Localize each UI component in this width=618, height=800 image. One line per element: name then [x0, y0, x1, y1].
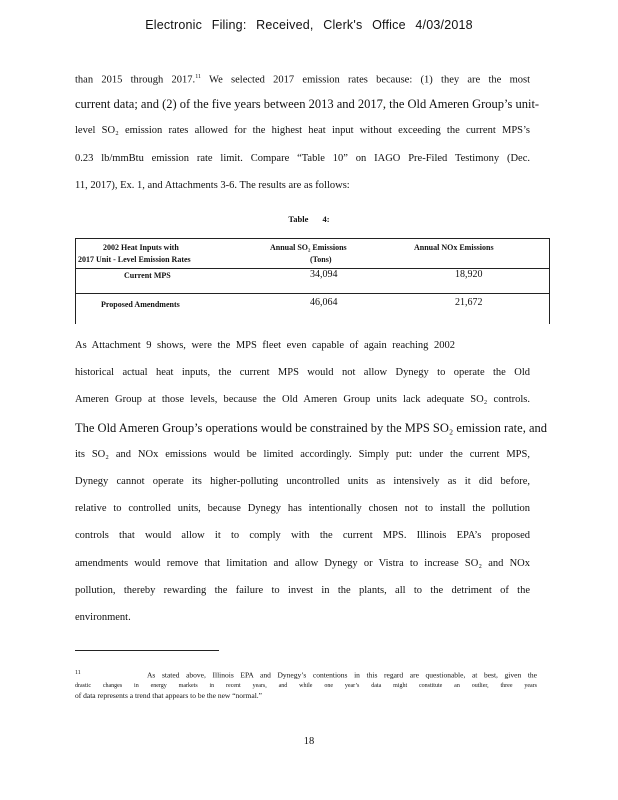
- paragraph-2-line-2: historical actual heat inputs, the current MPS would not allow Dynegy to operate the Old: [75, 367, 530, 379]
- column-header-so2-line-1: Annual SO₂ Emissions: [270, 243, 347, 252]
- paragraph-2-line-3: Ameren Group at those levels, because the Old Ameren Group units lack adequate SO₂ controls.: [75, 394, 530, 406]
- table-row-proposed-label: Proposed Amendments: [101, 300, 180, 309]
- column-header-nox: Annual NOx Emissions: [414, 243, 494, 252]
- footnote-line-3: of data represents a trend that appears to be the new “normal.”: [75, 690, 263, 700]
- paragraph-2-line-11: environment.: [75, 611, 131, 623]
- footnote-number: 11: [75, 670, 81, 676]
- column-header-so2-line-2: (Tons): [310, 255, 332, 264]
- page-number: 18: [303, 736, 315, 747]
- footnote-ref-11[interactable]: 11: [195, 74, 201, 80]
- footnote-11: [75, 668, 537, 701]
- paragraph-1-line-3: level SO₂ emission rates allowed for the highest heat input without exceeding the current MPS’s: [75, 125, 530, 137]
- paragraph-2-line-10: pollution, thereby rewarding the failure to invest in the plants, all to the detriment of the: [75, 584, 530, 596]
- table-row-current-so2: 34,094: [310, 269, 338, 280]
- paragraph-1: [75, 70, 540, 206]
- paragraph-2-line-6: Dynegy cannot operate its higher-polluting uncontrolled units as intensively as it did before,: [75, 475, 530, 487]
- paragraph-1-line-4: 0.23 lb/mmBtu emission rate limit. Compare “Table 10” on IAGO Pre-Filed Testimony (Dec.: [75, 152, 530, 164]
- paragraph-2-line-1: As Attachment 9 shows, were the MPS fleet even capable of again reaching 2002: [75, 340, 455, 351]
- paragraph-2-line-4: The Old Ameren Group’s operations would be constrained by the MPS SO₂ emission rate, and: [75, 420, 547, 435]
- paragraph-2-line-9: amendments would remove that limitation and allow Dynegy or Vistra to increase SO₂ and NOx: [75, 557, 530, 569]
- table-row-proposed-so2: 46,064: [310, 297, 338, 308]
- table-top-rule: [75, 238, 549, 239]
- paragraph-2-line-7: relative to controlled units, because Dynegy has intentionally chosen not to install the pollution: [75, 503, 530, 515]
- table-title: Table 4:: [288, 214, 330, 224]
- column-header-heat-input-line-2: 2017 Unit - Level Emission Rates: [78, 255, 191, 264]
- paragraph-2: [75, 339, 547, 638]
- footnote-separator: [75, 650, 219, 651]
- footnote-line-2: drastic changes in energy markets in recent years, and while one year’s data might constitute an outlier, three years: [75, 682, 537, 689]
- paragraph-1-line-5: 11, 2017), Ex. 1, and Attachments 3-6. The results are as follows:: [75, 179, 350, 191]
- paragraph-1-line-1: than 2015 through 2017.11 We selected 2017 emission rates because: (1) they are the most: [75, 74, 530, 86]
- column-header-heat-input-line-1: 2002 Heat Inputs with: [103, 243, 179, 252]
- paragraph-2-line-5: its SO₂ and NOx emissions would be limited accordingly. Simply put: under the current MPS,: [75, 448, 530, 460]
- table-row-rule: [75, 293, 549, 294]
- table-row-current-label: Current MPS: [124, 271, 171, 280]
- paragraph-1-line-2: current data; and (2) of the five years between 2013 and 2017, the Old Ameren Group’s unit-: [75, 97, 540, 112]
- table-row-proposed-nox: 21,672: [455, 297, 483, 308]
- paragraph-2-line-8: controls that would allow it to comply with the current MPS. Illinois EPA’s proposed: [75, 530, 530, 542]
- footnote-line-1: $^{11}$ As stated above, Illinois EPA and Dynegy’s contentions in this regard are questionable, at best, given the: [75, 670, 538, 680]
- filing-header: Electronic Filing: Received, Clerk's Office 4/03/2018: [145, 18, 473, 32]
- table-row-current-nox: 18,920: [455, 269, 483, 280]
